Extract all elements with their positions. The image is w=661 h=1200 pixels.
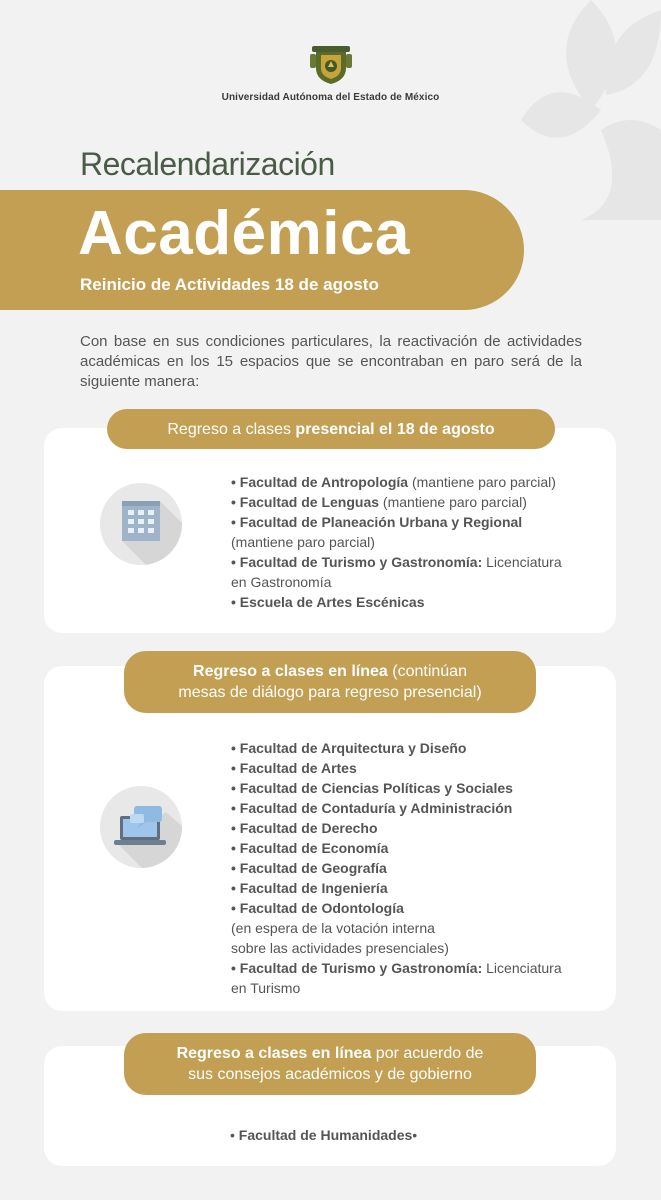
list-item: • Facultad de Humanidades• [230,1127,418,1143]
list-item: • Facultad de Antropología (mantiene paro parcial) [231,474,556,490]
list-item: en Turismo [231,980,301,996]
section-presencial-pill: Regreso a clases presencial el 18 de agosto [107,409,555,449]
list-item: sobre las actividades presenciales) [231,940,449,956]
intro-paragraph: Con base en sus condiciones particulares, la reactivación de actividades académicas en los 15 espacios que se encontraban en paro será de la siguiente manera: [80,333,582,390]
title-subtitle: Reinicio de Actividades 18 de agosto [80,275,379,294]
university-crest-icon [308,40,354,86]
list-item: • Facultad de Ciencias Políticas y Sociales [231,780,513,796]
list-item: (mantiene paro parcial) [231,534,375,550]
list-item: • Facultad de Contaduría y Administración [231,800,513,816]
section-en-linea-list [231,738,562,998]
list-item: • Facultad de Derecho [231,820,378,836]
header [0,40,661,103]
section-en-linea-pill: Regreso a clases en línea (continúan mesas de diálogo para regreso presencial) [124,651,536,713]
list-item: en Gastronomía [231,574,332,590]
list-item: • Facultad de Geografía [231,860,387,876]
list-item: • Facultad de Odontología [231,900,404,916]
laptop-chat-icon [100,786,182,868]
section-consejos-list [230,1125,417,1145]
title-academica: Académica [78,199,410,268]
list-item: (en espera de la votación interna [231,920,435,936]
list-item: • Facultad de Arquitectura y Diseño [231,740,467,756]
list-item: • Facultad de Turismo y Gastronomía: Licenciatura [231,554,562,570]
list-item: • Facultad de Ingeniería [231,880,388,896]
section-presencial-card [44,428,616,633]
section-consejos-pill: Regreso a clases en línea por acuerdo de sus consejos académicos y de gobierno [124,1033,536,1095]
title-recalendarizacion: Recalendarización [80,146,335,182]
list-item: • Facultad de Artes [231,760,357,776]
university-name: Universidad Autónoma del Estado de México [221,92,440,103]
list-item: • Facultad de Lenguas (mantiene paro parcial) [231,494,527,510]
list-item: • Escuela de Artes Escénicas [231,594,425,610]
background-leaf-decoration [481,0,661,220]
list-item: • Facultad de Planeación Urbana y Regional [231,514,523,530]
list-item: • Facultad de Turismo y Gastronomía: Licenciatura [231,960,562,976]
section-presencial-list [231,472,562,612]
building-icon [100,483,182,565]
list-item: • Facultad de Economía [231,840,389,856]
section-en-linea-card [44,666,616,1011]
